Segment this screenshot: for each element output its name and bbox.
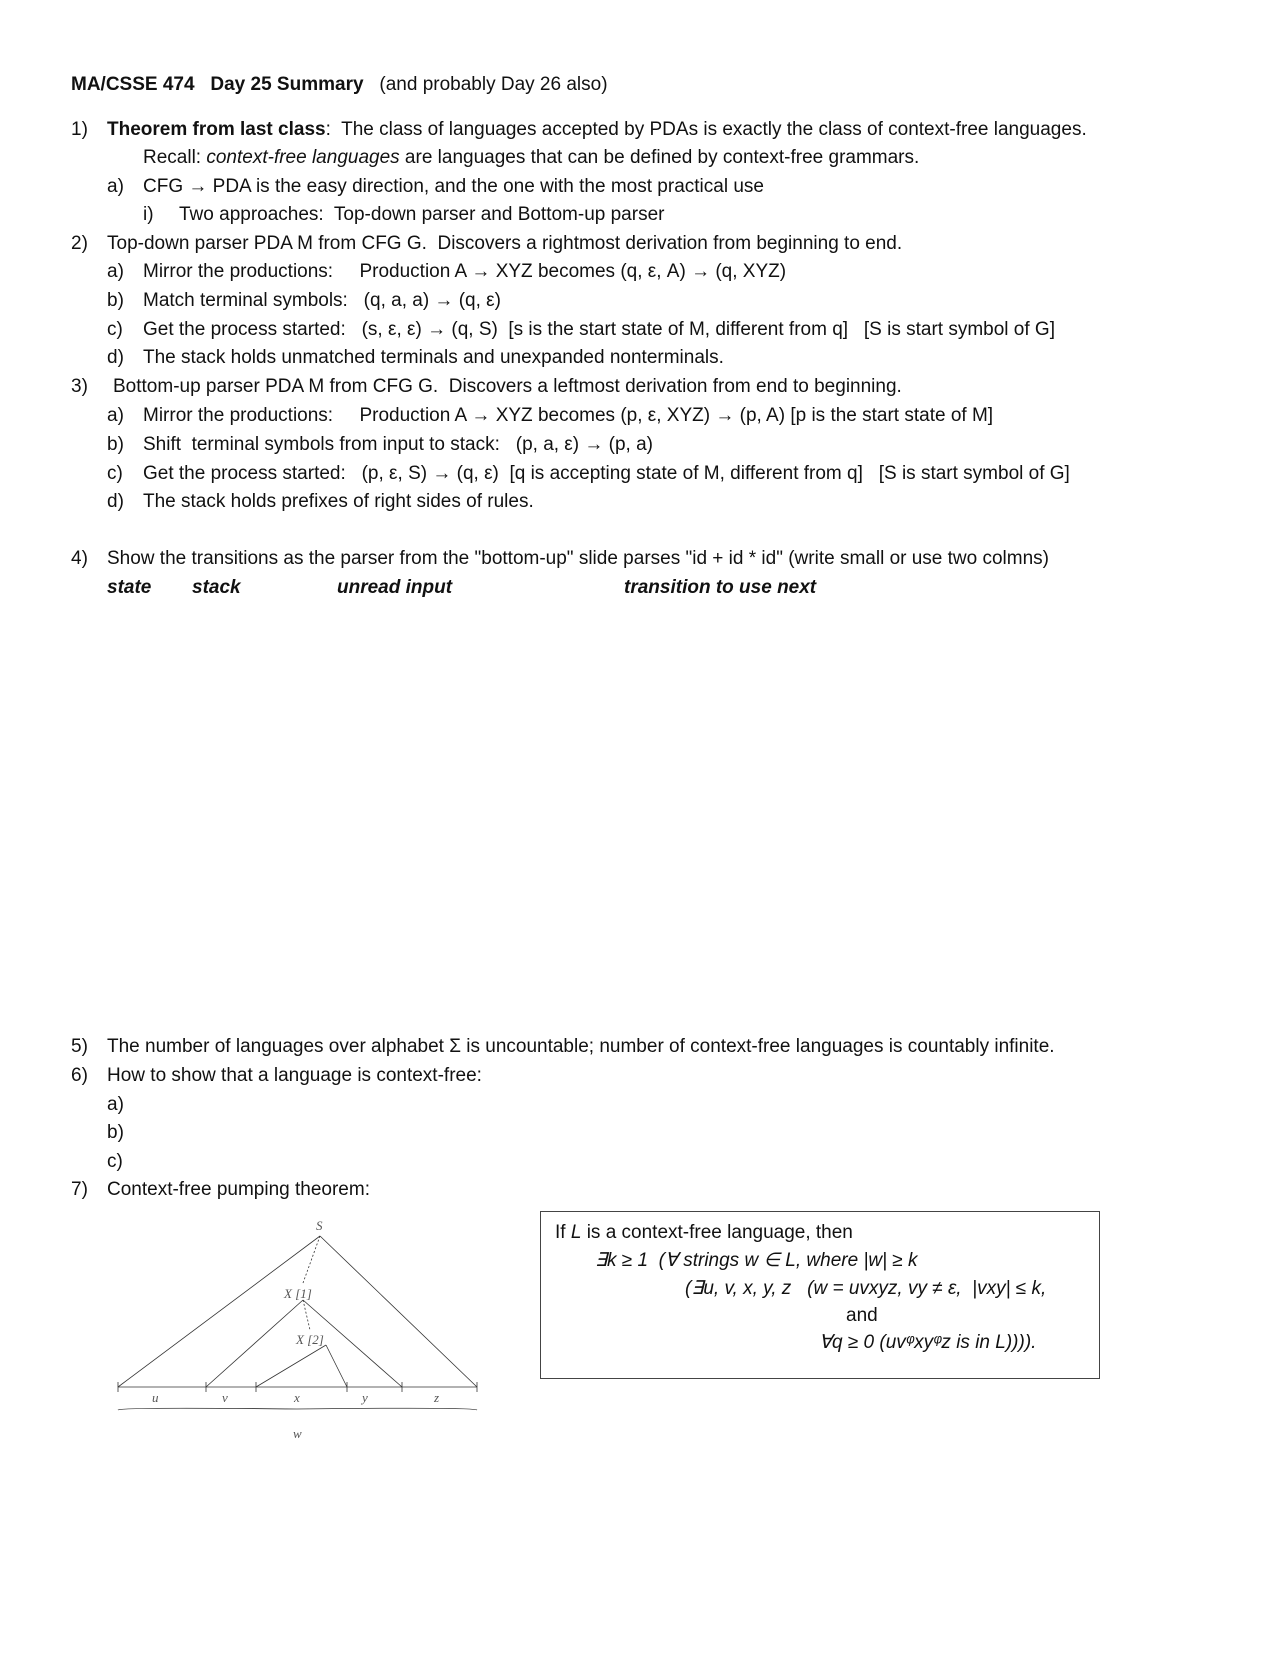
- item-number: b): [107, 290, 124, 311]
- item-text: Bottom-up parser PDA M from CFG G. Discovers a leftmost derivation from end to beginning.: [113, 376, 902, 397]
- item-1: [107, 119, 1087, 141]
- item-text: Get the process started: (p, ε, S) → (q, ε) [q is accepting state of M, different from q] [S is start symbol of G]: [143, 463, 1070, 484]
- item-text: : The class of languages accepted by PDAs is exactly the class of context-free languages.: [325, 119, 1087, 140]
- text: are languages that can be defined by context-free grammars.: [399, 147, 920, 168]
- text: L: [570, 1222, 582, 1243]
- item-text: Match terminal symbols: (q, a, a) → (q, ε): [143, 290, 501, 311]
- item-number: 4): [71, 548, 88, 569]
- column-header-transition: transition to use next: [624, 577, 817, 598]
- item-text: Context-free pumping theorem:: [107, 1179, 370, 1200]
- leaf-u: u: [152, 1390, 159, 1405]
- item-text: Get the process started: (s, ε, ε) → (q, S) [s is the start state of M, different from q] [S is start symbol of G]: [143, 319, 1055, 340]
- leaf-z: z: [434, 1390, 440, 1405]
- tree-edge: [206, 1300, 303, 1387]
- item-number: a): [107, 176, 124, 197]
- column-header-state: state: [107, 577, 152, 598]
- item-number: i): [143, 204, 154, 225]
- node-S: S: [316, 1218, 323, 1233]
- item-text: Two approaches: Top-down parser and Bottom-up parser: [179, 204, 665, 225]
- item-number: 7): [71, 1179, 88, 1200]
- column-header-stack: stack: [192, 577, 241, 598]
- theorem-line-3: (∃u, v, x, y, z (w = uvxyz, vy ≠ ε, |vxy| ≤ k,: [685, 1278, 1047, 1299]
- theorem-line-5: ∀q ≥ 0 (uvᵠxyᵠz is in L)))).: [819, 1332, 1037, 1353]
- text: If: [555, 1222, 571, 1243]
- leaf-y: y: [362, 1390, 368, 1405]
- item-text: The stack holds prefixes of right sides of rules.: [143, 491, 534, 512]
- pumping-theorem-box: [540, 1211, 1100, 1379]
- text: Recall:: [143, 147, 207, 168]
- node-X2: X [2]: [296, 1332, 324, 1347]
- item-number: b): [107, 434, 124, 455]
- theorem-line-2: ∃k ≥ 1 (∀ strings w ∈ L, where |w| ≥ k: [595, 1250, 918, 1271]
- text: context-free languages: [206, 147, 400, 168]
- item-number: c): [107, 463, 123, 484]
- leaf-x: x: [294, 1390, 300, 1405]
- item-number: a): [107, 405, 124, 426]
- item-number: b): [107, 1122, 124, 1143]
- tree-edge: [256, 1345, 326, 1387]
- theorem-line-1: [555, 1222, 853, 1244]
- tree-edge: [303, 1300, 310, 1330]
- item-number: c): [107, 1151, 123, 1172]
- item-text: The number of languages over alphabet Σ is uncountable; number of context-free languages is countably infinite.: [107, 1036, 1055, 1057]
- item-number: 5): [71, 1036, 88, 1057]
- item-number: 6): [71, 1065, 88, 1086]
- leaf-v: v: [222, 1390, 228, 1405]
- item-number: c): [107, 319, 123, 340]
- item-number: a): [107, 1094, 124, 1115]
- item-number: 2): [71, 233, 88, 254]
- item-text: How to show that a language is context-free:: [107, 1065, 482, 1086]
- day-label: Day 25 Summary: [210, 74, 364, 95]
- item-number: d): [107, 491, 124, 512]
- course-code: MA/CSSE 474: [71, 74, 195, 95]
- word-w: w: [293, 1426, 302, 1441]
- item-text: The stack holds unmatched terminals and unexpanded nonterminals.: [143, 347, 724, 368]
- theorem-label: Theorem from last class: [107, 119, 326, 140]
- word-brace: [118, 1408, 477, 1410]
- item-text: Top-down parser PDA M from CFG G. Discovers a rightmost derivation from beginning to end.: [107, 233, 903, 254]
- tree-edge: [320, 1236, 477, 1387]
- page-title: [71, 74, 608, 96]
- tree-edge: [303, 1236, 320, 1283]
- item-text: Show the transitions as the parser from the "bottom-up" slide parses "id + id * id" (write small or use two colmns): [107, 548, 1050, 569]
- tree-edge: [326, 1345, 347, 1387]
- item-number: a): [107, 261, 124, 282]
- item-text: Shift terminal symbols from input to stack: (p, a, ε) → (p, a): [143, 434, 654, 455]
- text: is a context-free language, then: [581, 1222, 853, 1243]
- item-number: 1): [71, 119, 88, 140]
- item-number: 3): [71, 376, 88, 397]
- node-X1: X [1]: [284, 1286, 312, 1301]
- item-number: d): [107, 347, 124, 368]
- recall-line: [143, 147, 919, 169]
- item-text: Mirror the productions: Production A → XYZ becomes (q, ε, A) → (q, XYZ): [143, 261, 787, 282]
- title-note: (and probably Day 26 also): [379, 74, 608, 95]
- item-text: CFG → PDA is the easy direction, and the one with the most practical use: [143, 176, 764, 197]
- item-text: Mirror the productions: Production A → XYZ becomes (p, ε, XYZ) → (p, A) [p is the start state of M]: [143, 405, 994, 426]
- parse-tree-diagram: [100, 1210, 500, 1450]
- column-header-unread-input: unread input: [337, 577, 453, 598]
- theorem-line-4: and: [846, 1305, 878, 1326]
